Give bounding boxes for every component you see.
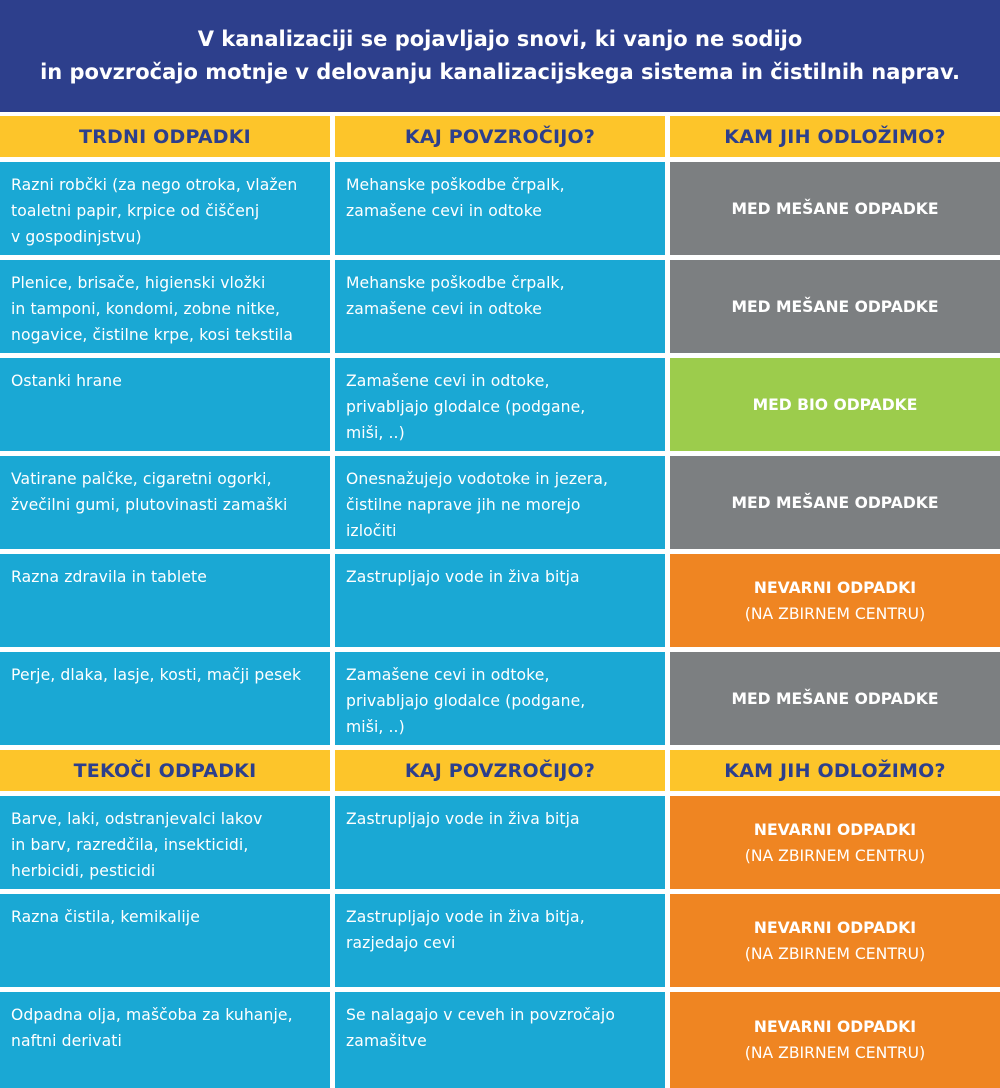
- effect-line: privabljajo glodalce (podgane,: [346, 692, 586, 710]
- column-header: TRDNI ODPADKI: [0, 116, 330, 157]
- page-title: [0, 0, 1000, 112]
- disposal-cell: [670, 554, 1000, 647]
- disposal-cell: [670, 894, 1000, 987]
- effect-line: razjedajo cevi: [346, 934, 456, 952]
- waste-type-line: Ostanki hrane: [11, 372, 122, 390]
- disposal-cell: [670, 260, 1000, 353]
- waste-type-line: in tamponi, kondomi, zobne nitke,: [11, 300, 281, 318]
- waste-type-line: herbicidi, pesticidi: [11, 862, 156, 880]
- waste-type-line: v gospodinjstvu): [11, 228, 142, 246]
- effect-line: izločiti: [346, 522, 397, 540]
- disposal-sublabel: (NA ZBIRNEM CENTRU): [744, 846, 926, 865]
- effect-cell: [335, 652, 665, 745]
- disposal-sublabel: (NA ZBIRNEM CENTRU): [744, 1044, 926, 1062]
- waste-type-cell: [0, 554, 330, 647]
- waste-type-cell: [0, 162, 330, 255]
- waste-type-cell: [0, 992, 330, 1088]
- disposal-label: MED MEŠANE ODPADKE: [731, 297, 939, 316]
- disposal-label: NEVARNI ODPADKI: [753, 578, 917, 597]
- effect-line: čistilne naprave jih ne morejo: [346, 496, 581, 514]
- waste-type-line: Razna zdravila in tablete: [11, 568, 207, 586]
- disposal-sublabel: (NA ZBIRNEM CENTRU): [744, 604, 926, 623]
- disposal-label: NEVARNI ODPADKI: [753, 1018, 917, 1036]
- effect-cell: [335, 796, 665, 889]
- waste-type-line: žvečilni gumi, plutovinasti zamaški: [11, 496, 288, 514]
- effect-line: Zastrupljajo vode in živa bitja: [346, 810, 580, 828]
- effect-cell: [335, 456, 665, 549]
- waste-type-line: Plenice, brisače, higienski vložki: [11, 274, 266, 292]
- disposal-cell: [670, 162, 1000, 255]
- waste-type-line: toaletni papir, krpice od čiščenj: [11, 202, 260, 220]
- disposal-cell: [670, 796, 1000, 889]
- column-header: KAJ POVZROČIJO?: [335, 750, 665, 791]
- waste-type-line: Barve, laki, odstranjevalci lakov: [11, 810, 263, 828]
- effect-line: Se nalagajo v ceveh in povzročajo: [346, 1006, 616, 1024]
- disposal-cell: [670, 358, 1000, 451]
- disposal-label: MED MEŠANE ODPADKE: [731, 199, 939, 218]
- effect-line: miši, ..): [346, 718, 405, 736]
- column-header: KAJ POVZROČIJO?: [335, 116, 665, 157]
- column-header: KAM JIH ODLOŽIMO?: [670, 750, 1000, 791]
- column-header: KAM JIH ODLOŽIMO?: [670, 116, 1000, 157]
- effect-line: zamašene cevi in odtoke: [346, 202, 542, 220]
- waste-type-line: Perje, dlaka, lasje, kosti, mačji pesek: [11, 666, 302, 684]
- disposal-sublabel: (NA ZBIRNEM CENTRU): [744, 944, 926, 963]
- disposal-cell: [670, 652, 1000, 745]
- disposal-label: NEVARNI ODPADKI: [753, 820, 917, 839]
- effect-cell: [335, 162, 665, 255]
- effect-line: Zastrupljajo vode in živa bitja,: [346, 908, 585, 926]
- disposal-cell: [670, 456, 1000, 549]
- effect-line: miši, ..): [346, 424, 405, 442]
- effect-cell: [335, 260, 665, 353]
- effect-line: Zamašene cevi in odtoke,: [346, 666, 550, 684]
- disposal-label: MED MEŠANE ODPADKE: [731, 493, 939, 512]
- disposal-label: MED BIO ODPADKE: [752, 395, 918, 414]
- effect-cell: [335, 358, 665, 451]
- waste-type-cell: [0, 260, 330, 353]
- effect-cell: [335, 992, 665, 1088]
- waste-type-cell: [0, 652, 330, 745]
- effect-line: Zamašene cevi in odtoke,: [346, 372, 550, 390]
- waste-type-line: nogavice, čistilne krpe, kosi tekstila: [11, 326, 294, 344]
- waste-type-line: naftni derivati: [11, 1032, 122, 1050]
- effect-line: Onesnažujejo vodotoke in jezera,: [346, 470, 609, 488]
- effect-line: zamašene cevi in odtoke: [346, 300, 542, 318]
- waste-type-cell: [0, 796, 330, 889]
- waste-type-cell: [0, 456, 330, 549]
- effect-cell: [335, 894, 665, 987]
- disposal-cell: [670, 992, 1000, 1088]
- effect-line: Mehanske poškodbe črpalk,: [346, 176, 565, 194]
- effect-line: Zastrupljajo vode in živa bitja: [346, 568, 580, 586]
- waste-type-line: in barv, razredčila, insekticidi,: [11, 836, 249, 854]
- disposal-label: MED MEŠANE ODPADKE: [731, 689, 939, 708]
- effect-line: zamašitve: [346, 1032, 427, 1050]
- waste-type-cell: [0, 358, 330, 451]
- disposal-label: NEVARNI ODPADKI: [753, 918, 917, 937]
- effect-cell: [335, 554, 665, 647]
- waste-table: [0, 112, 1000, 1088]
- waste-type-line: Odpadna olja, maščoba za kuhanje,: [11, 1006, 293, 1024]
- waste-type-line: Razna čistila, kemikalije: [11, 908, 200, 926]
- title-line-2: in povzročajo motnje v delovanju kanalizacijskega sistema in čistilnih naprav.: [40, 60, 960, 84]
- waste-type-cell: [0, 894, 330, 987]
- waste-type-line: Vatirane palčke, cigaretni ogorki,: [11, 470, 272, 488]
- effect-line: Mehanske poškodbe črpalk,: [346, 274, 565, 292]
- title-line-1: V kanalizaciji se pojavljajo snovi, ki vanjo ne sodijo: [197, 27, 803, 51]
- waste-type-line: Razni robčki (za nego otroka, vlažen: [11, 176, 298, 194]
- column-header: TEKOČI ODPADKI: [0, 750, 330, 791]
- effect-line: privabljajo glodalce (podgane,: [346, 398, 586, 416]
